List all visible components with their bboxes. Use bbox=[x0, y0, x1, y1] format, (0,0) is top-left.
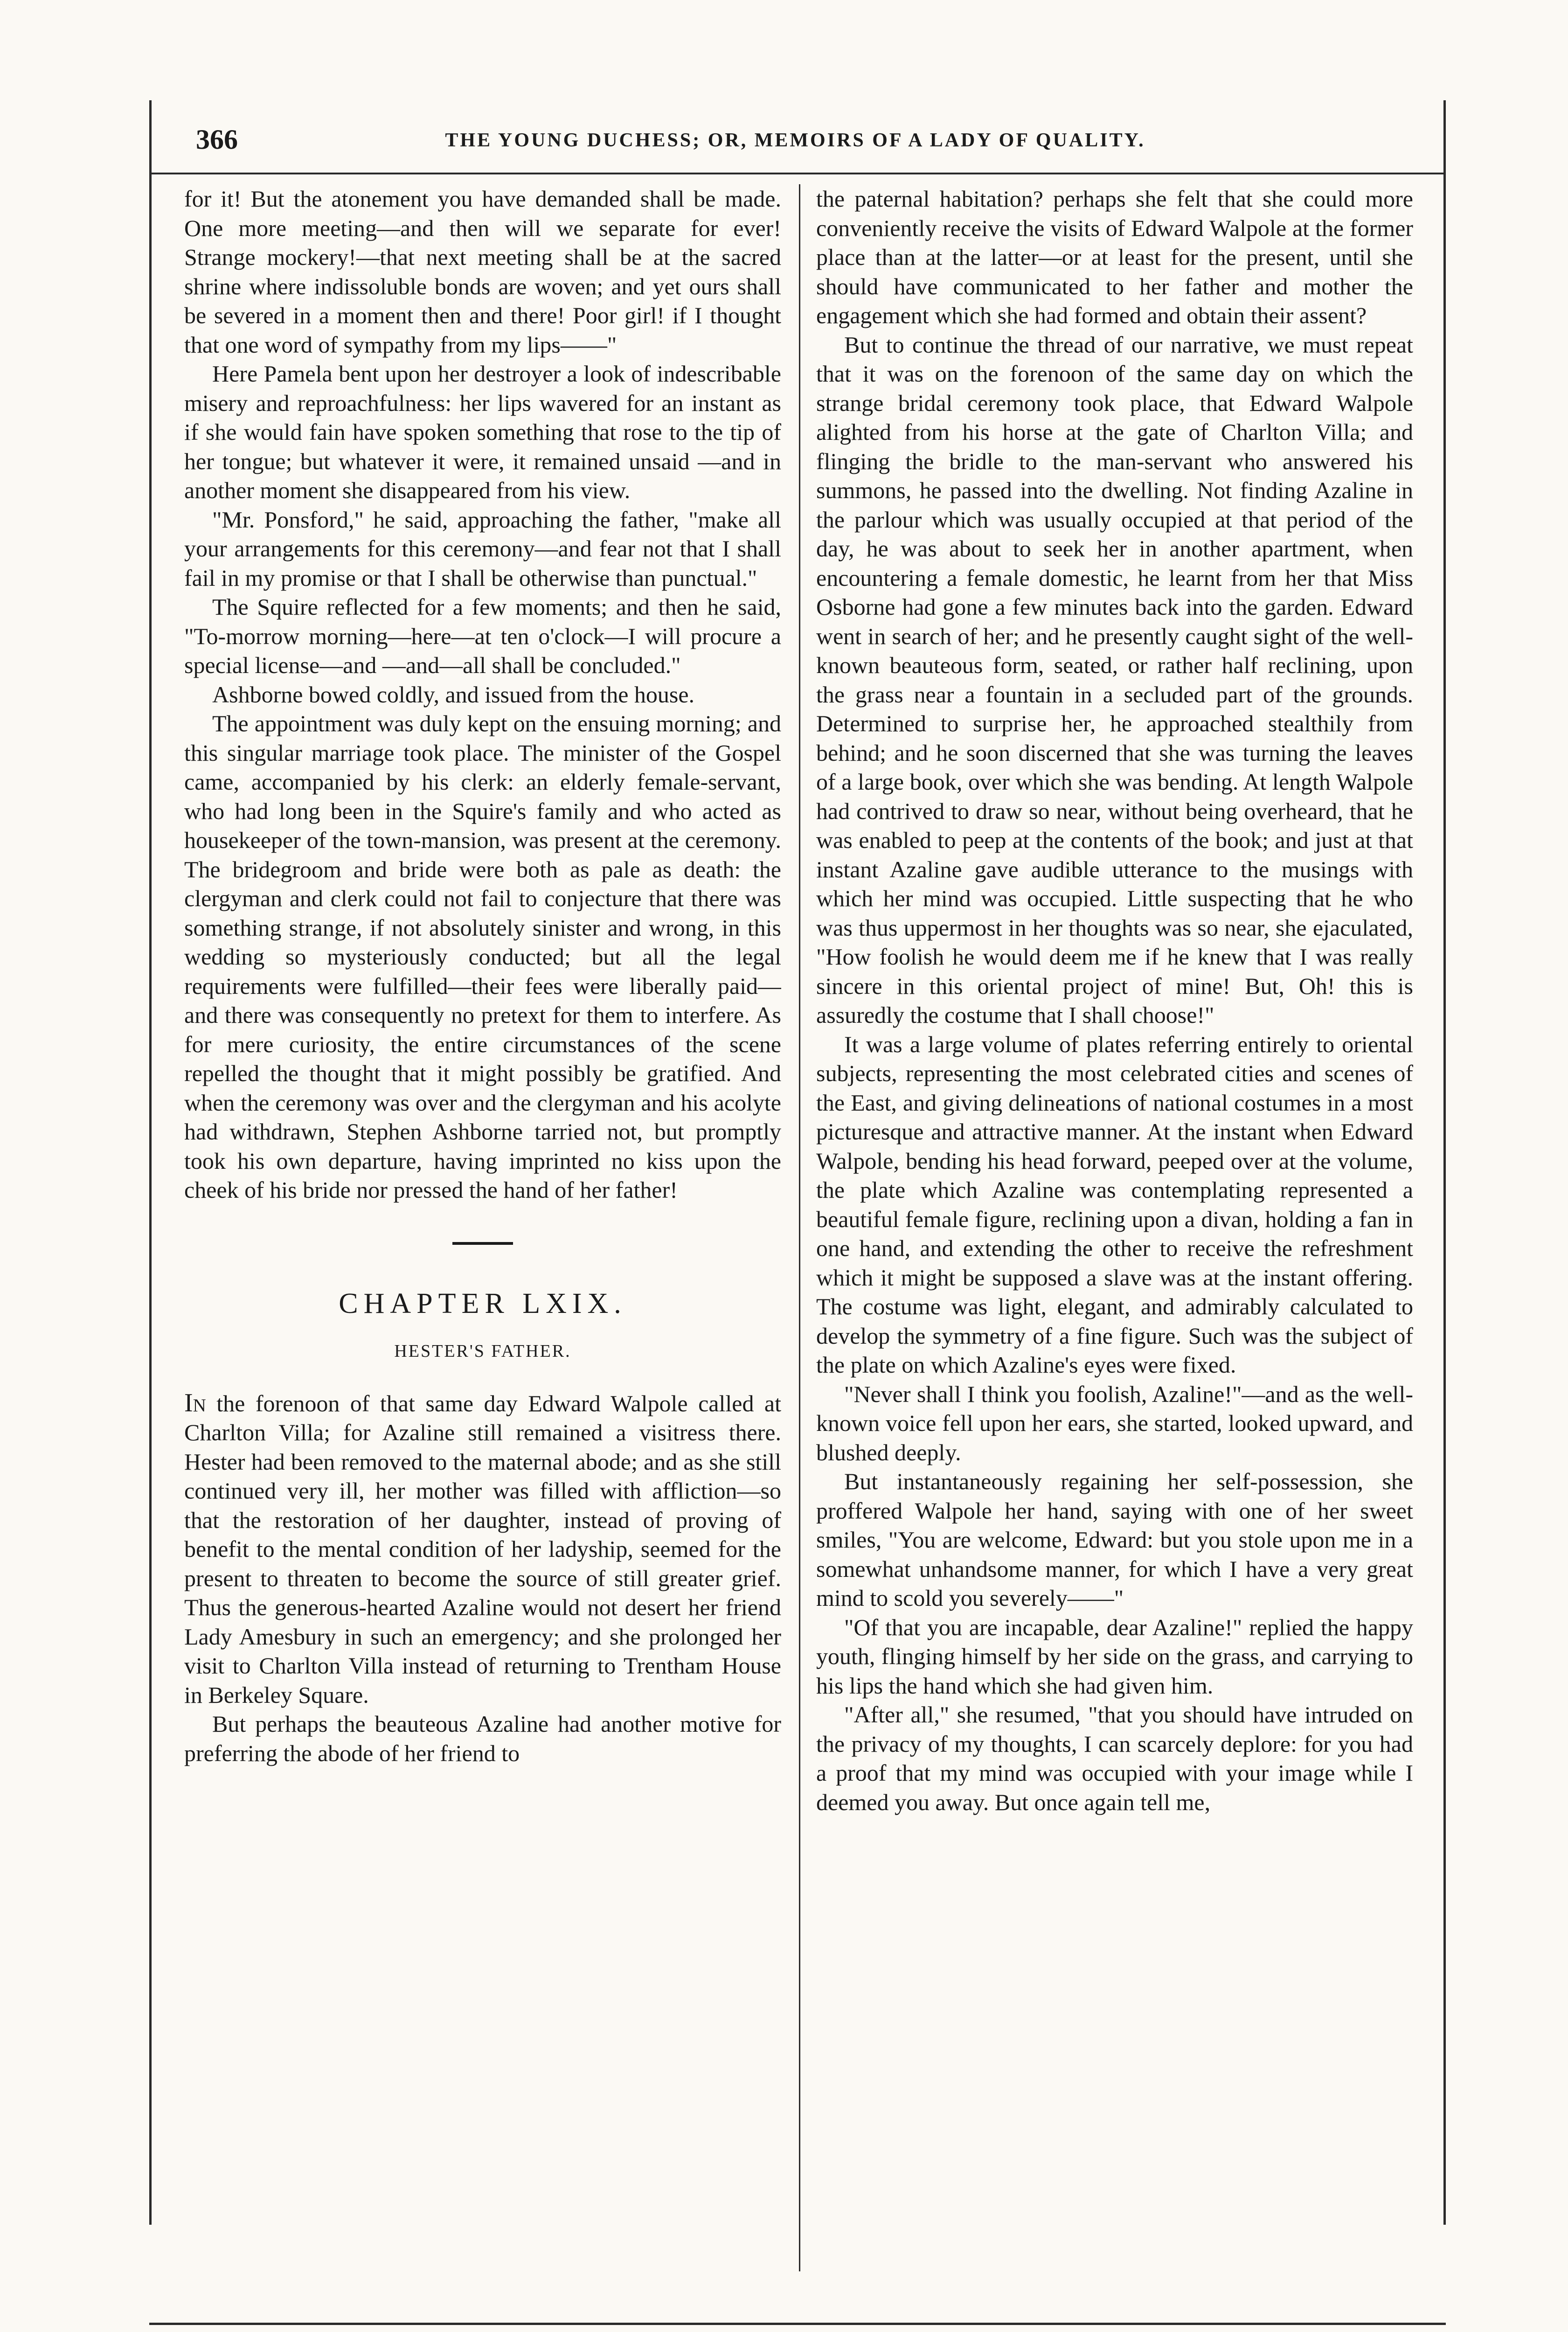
paragraph: "Mr. Ponsford," he said, approaching the father, "make all your arrangements for this ceremony—and fear not that I shall fail in my promise or that I shall be otherwise than punctual." bbox=[184, 506, 781, 591]
paragraph: Ashborne bowed coldly, and issued from the house. bbox=[212, 681, 695, 708]
paragraph: But to continue the thread of our narrative, we must repeat that it was on the forenoon of the same day on which the strange bridal ceremony took place, that Edward Walpole alighted from his horse at the gate of Charlton Villa; and flinging the bridle to the man-servant who answered his summons, he passed into the dwelling. Not finding Azaline in the parlour which was usually occupied at that period of the day, he was about to seek her in another apartment, when encountering a female domestic, he learnt from her that Miss Osborne had gone a few minutes back into the garden. Edward went in search of her; and he presently caught sight of the well-known beauteous form, seated, or rather half reclining, upon the grass near a fountain in a secluded part of the grounds. Determined to surprise her, he approached stealthily from behind; and he soon discerned that she was turning the leaves of a large book, over which she was bending. At length Walpole had contrived to draw so near, without being overheard, that he was enabled to peep at the contents of the book; and just at that instant Azaline gave audible utterance to the musings with which her mind was occupied. Little suspecting that he who was thus uppermost in her thoughts was so near, she ejaculated, "How foolish he would deem me if he knew that I was really sincere in this oriental project of mine! But, Oh! this is assuredly the costume that I shall choose!" bbox=[816, 331, 1413, 1028]
section-ornament bbox=[452, 1242, 513, 1245]
footer-rule bbox=[149, 2323, 1446, 2325]
chapter-dropcap: In bbox=[184, 1388, 206, 1417]
paragraph: Here Pamela bent upon her destroyer a look of indescribable misery and reproachfulness: her lips wavered for an instant as if she would fain have spoken something that rose to the tip of her tongue; but whatever it were, it remained unsaid —and in another moment she disappeared from his view. bbox=[184, 361, 781, 503]
paragraph: for it! But the atonement you have demanded shall be made. One more meeting—and then will we separate for ever! Strange mockery!—that next meeting shall be at the sacred shrine where indissoluble bonds are woven; and yet ours shall be severed in a moment then and there! Poor girl! if I thought that one word of sympathy from my lips——" bbox=[184, 186, 781, 358]
paragraph: The appointment was duly kept on the ensuing morning; and this singular marriage took place. The minister of the Gospel came, accompanied by his clerk: an elderly female-servant, who had long been in the Squire's family and who acted as housekeeper of the town-mansion, was present at the ceremony. The bridegroom and bride were both as pale as death: the clergyman and clerk could not fail to conjecture that there was something strange, if not absolutely sinister and wrong, in this wedding so mysteriously conducted; but all the legal requirements were fulfilled—their fees were liberally paid—and there was consequently no pretext for them to interfere. As for mere curiosity, the entire circumstances of the scene repelled the thought that it might possibly be gratified. And when the ceremony was over and the clergyman and his acolyte had withdrawn, Stephen Ashborne tarried not, but promptly took his own departure, having imprinted no kiss upon the cheek of his bride nor pressed the hand of her father! bbox=[184, 710, 781, 1203]
paragraph: the paternal habitation? perhaps she felt that she could more conveniently receive the visits of Edward Walpole at the former place than at the latter—or at least for the present, until she should have communicated to her father and mother the engagement which she had formed and obtain their assent? bbox=[816, 186, 1413, 328]
right-column bbox=[816, 184, 1413, 2292]
paragraph: The Squire reflected for a few moments; and then he said, "To-morrow morning—here—at ten o'clock—I will procure a special license—and —and—all shall be concluded." bbox=[184, 594, 781, 678]
paragraph: "After all," she resumed, "that you should have intruded on the privacy of my thoughts, I can scarcely deplore: for you had a proof that my mind was occupied with your image while I deemed you away. But once again tell me, bbox=[816, 1701, 1413, 1815]
chapter-opening-text: the forenoon of that same day Edward Walpole called at Charlton Villa; for Azaline still remained a visitress there. Hester had been removed to the maternal abode; and as she still continued very ill, her mother was filled with affliction—so that the restoration of her daughter, instead of proving of benefit to the mental condition of her ladyship, seemed for the present to threaten to become the source of still greater grief. Thus the generous-hearted Azaline would not desert her friend Lady Amesbury in such an emergency; and she prolonged her visit to Charlton Villa instead of returning to Trentham House in Berkeley Square. bbox=[184, 1390, 781, 1708]
left-column bbox=[184, 184, 781, 2292]
paragraph: But perhaps the beauteous Azaline had another motive for preferring the abode of her friend to bbox=[184, 1711, 781, 1766]
paragraph: "Of that you are incapable, dear Azaline!" replied the happy youth, flinging himself by her side on the grass, and carrying to his lips the hand which she had given him. bbox=[816, 1614, 1413, 1699]
paragraph: It was a large volume of plates referring entirely to oriental subjects, representing the most celebrated cities and scenes of the East, and giving delineations of national costumes in a most picturesque and attractive manner. At the instant when Edward Walpole, bending his head forward, peeped over at the volume, the plate which Azaline was contemplating represented a beautiful female figure, reclining upon a divan, holding a fan in one hand, and extending the other to receive the refreshment which it might be supposed a slave was at the instant offering. The costume was light, elegant, and admirably calculated to develop the symmetry of a fine figure. Such was the subject of the plate on which Azaline's eyes were fixed. bbox=[816, 1031, 1413, 1378]
chapter-title: CHAPTER LXIX. bbox=[339, 1287, 627, 1319]
column-divider bbox=[799, 184, 800, 2271]
chapter-opening-paragraph bbox=[184, 1388, 781, 1710]
page-number: 366 bbox=[196, 124, 238, 155]
paragraph: "Never shall I think you foolish, Azaline!"—and as the well-known voice fell upon her ears, she started, looked upward, and blushed deeply. bbox=[816, 1381, 1413, 1465]
chapter-subtitle: HESTER'S FATHER. bbox=[394, 1341, 571, 1361]
running-title: THE YOUNG DUCHESS; OR, MEMOIRS OF A LADY OF QUALITY. bbox=[445, 130, 1145, 151]
header-rule bbox=[149, 173, 1446, 174]
page-header bbox=[159, 119, 1432, 166]
paragraph: But instantaneously regaining her self-possession, she proffered Walpole her hand, saying with one of her sweet smiles, "You are welcome, Edward: but you stole upon me in a somewhat unhandsome manner, for which I have a very great mind to scold you severely——" bbox=[816, 1468, 1413, 1611]
